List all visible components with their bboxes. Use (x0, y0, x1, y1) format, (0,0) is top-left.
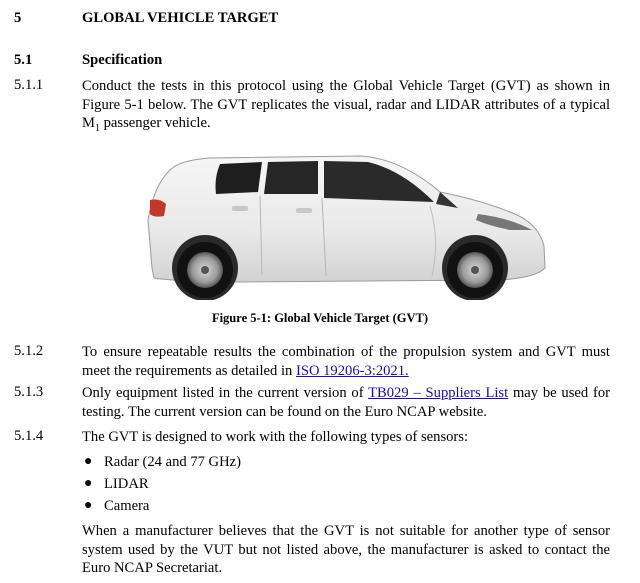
list-item: Radar (24 and 77 GHz) (104, 454, 241, 470)
paragraph-text: To ensure repeatable results the combination of the propulsion system and GVT must meet the requirements as detailed in (82, 344, 610, 379)
figure-caption: Figure 5-1: Global Vehicle Target (GVT) (211, 311, 429, 325)
paragraph-5-1-1 (82, 77, 610, 138)
bullet-icon: ● (84, 476, 93, 491)
subscript: 1 (94, 122, 100, 134)
rear-wheel (177, 242, 233, 298)
subsection-number: 5.1 (14, 52, 33, 68)
paragraph-number-5-1-4: 5.1.4 (14, 428, 44, 444)
gvt-car-image (140, 150, 560, 300)
paragraph-number-5-1-1: 5.1.1 (14, 77, 44, 93)
suppliers-list-link[interactable]: TB029 – Suppliers List (368, 385, 509, 401)
front-wheel (447, 242, 503, 298)
paragraph-text: Conduct the tests in this protocol using the Global Vehicle Target (GVT) as shown in Figure 5-1 below. The GVT replicates the visual, radar and LIDAR attributes of a typical M (82, 78, 610, 131)
paragraph-5-1-4: The GVT is designed to work with the following types of sensors: (82, 429, 469, 445)
subsection-title: Specification (82, 52, 163, 68)
tail-light (150, 200, 166, 217)
paragraph-text-end: may be used for testing. The current version can be found on the Euro NCAP website. (82, 385, 610, 420)
paragraph-5-1-2 (82, 343, 610, 380)
closing-paragraph: When a manufacturer believes that the GVT is not suitable for another type of sensor system used by the VUT but not listed above, the manufacturer is asked to contact the Euro NCAP Secretariat. (82, 523, 610, 576)
paragraph-5-1-3 (82, 384, 610, 421)
iso-standard-link[interactable]: ISO 19206-3:2021. (295, 362, 409, 379)
list-item: LIDAR (104, 476, 149, 492)
bullet-icon: ● (84, 454, 93, 469)
bullet-icon: ● (84, 498, 93, 513)
paragraph-text-end: passenger vehicle. (99, 115, 211, 131)
section-title: GLOBAL VEHICLE TARGET (82, 10, 279, 26)
paragraph-number-5-1-3: 5.1.3 (14, 384, 44, 400)
paragraph-number-5-1-2: 5.1.2 (14, 343, 44, 359)
rear-window (216, 162, 263, 194)
list-item: Camera (104, 498, 150, 514)
rear-side-window (264, 161, 318, 194)
paragraph-text: Only equipment listed in the current version of (82, 385, 369, 401)
section-number: 5 (14, 10, 22, 26)
